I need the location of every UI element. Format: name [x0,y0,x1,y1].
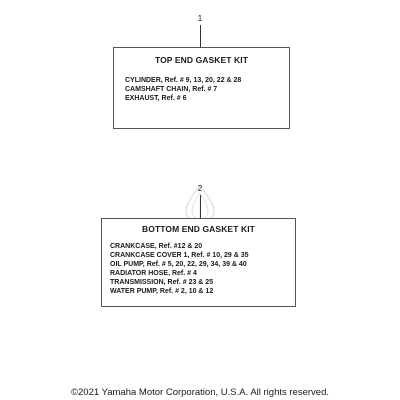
kit-item: TRANSMISSION, Ref. # 23 & 25 [110,279,214,286]
kit-item: CYLINDER, Ref. # 9, 13, 20, 22 & 28 [125,77,242,84]
kit-item: CRANKCASE, Ref. #12 & 20 [110,243,203,250]
callout-number-2: 2 [197,184,203,193]
top-end-gasket-kit-list [125,76,289,103]
copyright-notice: ©2021 Yamaha Motor Corporation, U.S.A. All rights reserved. [71,387,329,398]
kit-item: WATER PUMP, Ref. # 2, 10 & 12 [110,288,214,295]
top-end-gasket-kit-box [113,47,290,129]
kit-item: RADIATOR HOSE, Ref. # 4 [110,270,197,277]
kit-item: CAMSHAFT CHAIN, Ref. # 7 [125,86,218,93]
leader-line-2 [200,195,201,218]
leader-line-1 [200,25,201,47]
kit-item: OIL PUMP, Ref. # 5, 20, 22, 29, 34, 39 & 40 [110,261,247,268]
bottom-end-gasket-kit-box [101,218,296,307]
bottom-end-gasket-kit-title: BOTTOM END GASKET KIT [142,224,255,234]
kit-item: EXHAUST, Ref. # 6 [125,95,187,102]
kit-item: CRANKCASE COVER 1, Ref. # 10, 29 & 35 [110,252,249,259]
callout-number-1: 1 [197,14,203,23]
top-end-gasket-kit-title: TOP END GASKET KIT [154,55,249,65]
bottom-end-gasket-kit-list [110,242,295,296]
